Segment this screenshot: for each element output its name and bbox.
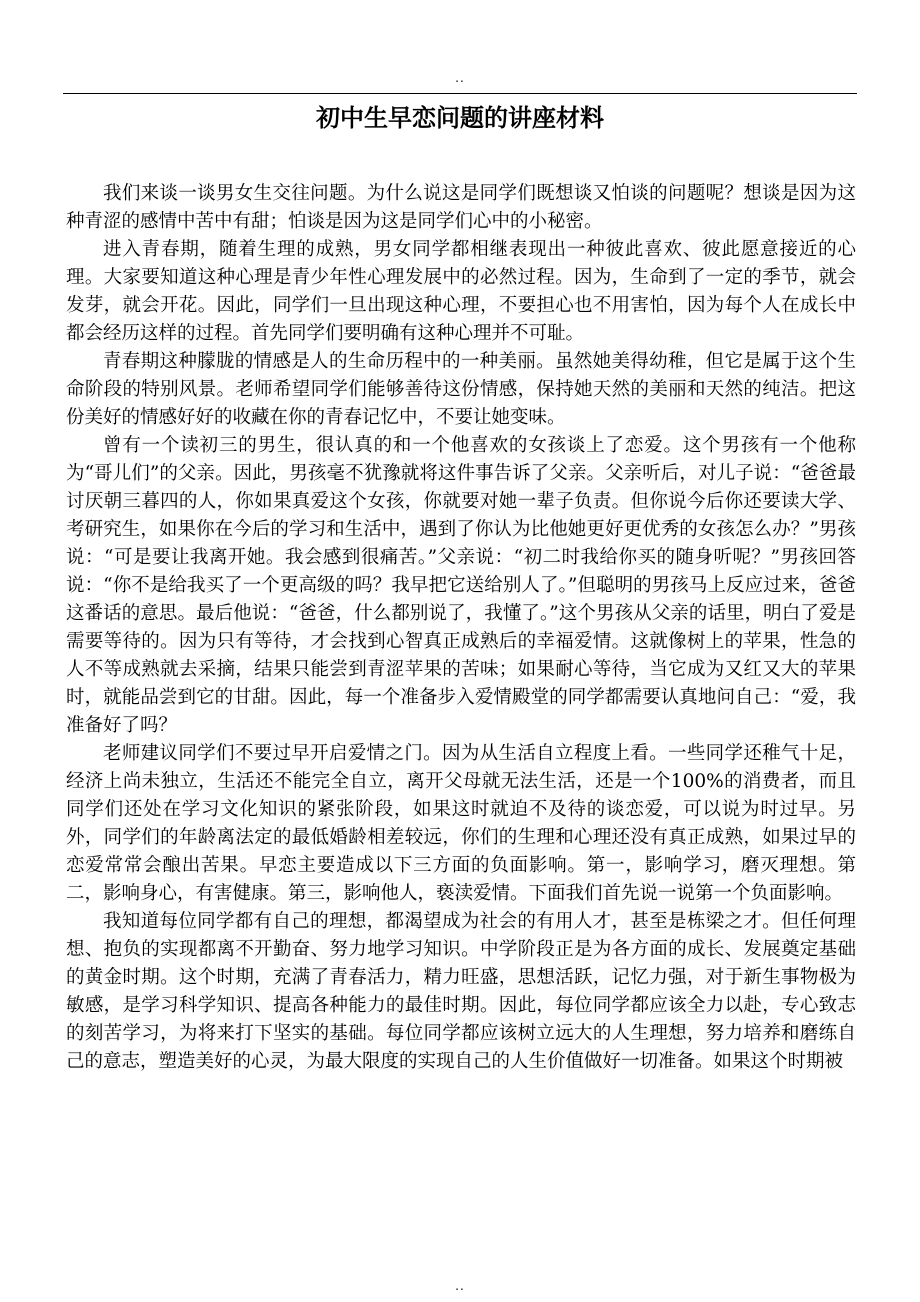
paragraph-6: 我知道每位同学都有自己的理想，都渴望成为社会的有用人才，甚至是栋梁之才。但任何理想、抱负的实现都离不开勤奋、努力地学习知识。中学阶段正是为各方面的成长、发展奠定基础的黄金时期。这个时期，充满了青春活力，精力旺盛，思想活跃，记忆力强，对于新生事物极为敏感，是学习科学知识、提高各种能力的最佳时期。因此，每位同学都应该全力以赴，专心致志的刻苦学习，为将来打下坚实的基础。每位同学都应该树立远大的人生理想，努力培养和磨练自己的意志，塑造美好的心灵，为最大限度的实现自己的人生价值做好一切准备。如果这个时期被 <box>66 911 856 1072</box>
document-title: 初中生早恋问题的讲座材料 <box>316 104 604 132</box>
paragraph-5: 老师建议同学们不要过早开启爱情之门。因为从生活自立程度上看。一些同学还稚气十足，经济上尚未独立，生活还不能完全自立，离开父母就无法生活，还是一个100%的消费者，而且同学们还处在学习文化知识的紧张阶段，如果这时就迫不及待的谈恋爱，可以说为时过早。另外，同学们的年龄离法定的最低婚龄相差较远，你们的生理和心理还没有真正成熟，如果过早的恋爱常常会酿出苦果。早恋主要造成以下三方面的负面影响。第一，影响学习，磨灭理想。第二，影响身心，有害健康。第三，影响他人，亵渎爱情。下面我们首先说一说第一个负面影响。 <box>66 743 856 904</box>
paragraph-4: 曾有一个读初三的男生，很认真的和一个他喜欢的女孩谈上了恋爱。这个男孩有一个他称为“哥儿们”的父亲。因此，男孩毫不犹豫就将这件事告诉了父亲。父亲听后，对儿子说：“爸爸最讨厌朝三暮四的人，你如果真爱这个女孩，你就要对她一辈子负责。但你说今后你还要读大学、考研究生，如果你在今后的学习和生活中，遇到了你认为比他她更好更优秀的女孩怎么办？”男孩说：“可是要让我离开她。我会感到很痛苦。”父亲说：“初二时我给你买的随身听呢？”男孩回答说：“你不是给我买了一个更高级的吗？我早把它送给别人了。”但聪明的男孩马上反应过来，爸爸这番话的意思。最后他说：“爸爸，什么都别说了，我懂了。”这个男孩从父亲的话里，明白了爱是需要等待的。因为只有等待，才会找到心智真正成熟后的幸福爱情。这就像树上的苹果，性急的人不等成熟就去采摘，结果只能尝到青涩苹果的苦味；如果耐心等待，当它成为又红又大的苹果时，就能品尝到它的甘甜。因此，每一个准备步入爱情殿堂的同学都需要认真地问自己：“爱，我准备好了吗？ <box>66 435 856 736</box>
document-body <box>66 180 856 1076</box>
header-mark: .. <box>455 71 465 85</box>
header-divider <box>63 93 857 94</box>
footer-mark: .. <box>455 1279 465 1293</box>
paragraph-2: 进入青春期，随着生理的成熟，男女同学都相继表现出一种彼此喜欢、彼此愿意接近的心理。大家要知道这种心理是青少年性心理发展中的必然过程。因为，生命到了一定的季节，就会发芽，就会开花。因此，同学们一旦出现这种心理，不要担心也不用害怕，因为每个人在成长中都会经历这样的过程。首先同学们要明确有这种心理并不可耻。 <box>66 239 856 344</box>
paragraph-1: 我们来谈一谈男女生交往问题。为什么说这是同学们既想谈又怕谈的问题呢？想谈是因为这种青涩的感情中苦中有甜；怕谈是因为这是同学们心中的小秘密。 <box>66 183 856 232</box>
paragraph-3: 青春期这种朦胧的情感是人的生命历程中的一种美丽。虽然她美得幼稚，但它是属于这个生命阶段的特别风景。老师希望同学们能够善待这份情感，保持她天然的美丽和天然的纯洁。把这份美好的情感好好的收藏在你的青春记忆中，不要让她变味。 <box>66 351 856 428</box>
